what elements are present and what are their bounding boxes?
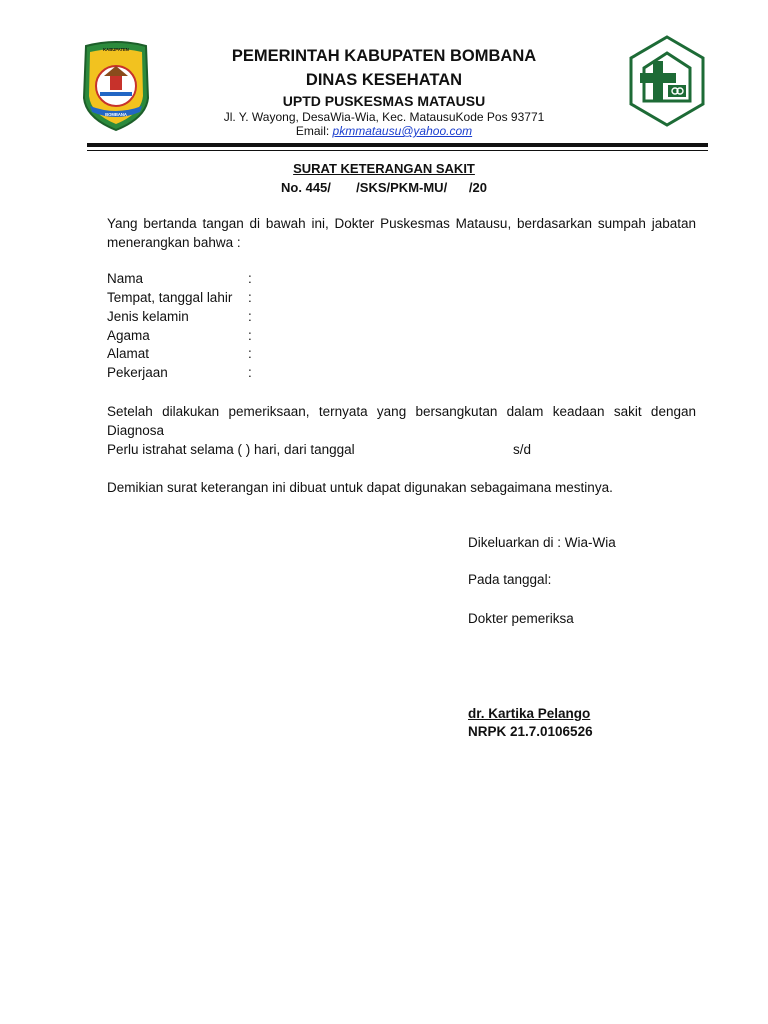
- email-line: [0, 124, 768, 138]
- exam-line-1: Setelah dilakukan pemeriksaan, ternyata yang bersangkutan dalam keadaan sakit dengan: [107, 404, 696, 419]
- field-label-alamat: Alamat: [107, 346, 150, 361]
- field-label-pekerjaan: Pekerjaan: [107, 365, 168, 380]
- field-colon: :: [248, 328, 252, 343]
- email-label: Email:: [295, 124, 333, 138]
- field-label-jenis-kelamin: Jenis kelamin: [107, 309, 189, 324]
- field-colon: :: [248, 290, 252, 305]
- intro-line-1: Yang bertanda tangan di bawah ini, Dokter Puskesmas Matausu, berdasarkan sumpah jabatan: [107, 216, 696, 231]
- field-colon: :: [248, 346, 252, 361]
- email-link[interactable]: pkmmatausu@yahoo.com: [332, 124, 473, 138]
- rest-period-text: Perlu istrahat selama ( ) hari, dari tanggal: [107, 442, 355, 457]
- header-divider-thick: [87, 143, 708, 147]
- field-label-agama: Agama: [107, 328, 150, 343]
- date-label: Pada tanggal:: [468, 572, 552, 587]
- government-title: PEMERINTAH KABUPATEN BOMBANA: [231, 47, 537, 65]
- examiner-label: Dokter pemeriksa: [468, 611, 574, 626]
- closing-statement: Demikian surat keterangan ini dibuat untuk dapat digunakan sebagaimana mestinya.: [107, 480, 613, 495]
- header-divider-thin: [87, 150, 708, 151]
- logo-text-top: KABUPATEN: [103, 47, 129, 52]
- rest-period-until: s/d: [513, 442, 532, 457]
- intro-line-2: menerangkan bahwa :: [107, 235, 241, 250]
- document-title: SURAT KETERANGAN SAKIT: [293, 161, 475, 176]
- department-title: DINAS KESEHATAN: [305, 71, 463, 89]
- exam-line-2: Diagnosa: [107, 423, 165, 438]
- document-number: No. 445/ /SKS/PKM-MU/ /20: [281, 180, 487, 195]
- doctor-name: dr. Kartika Pelango: [468, 706, 591, 721]
- doctor-nrpk: NRPK 21.7.0106526: [468, 724, 593, 739]
- field-label-tempat-tanggal-lahir: Tempat, tanggal lahir: [107, 290, 233, 305]
- logo-text-bottom: BOMBANA: [105, 112, 127, 117]
- field-label-nama: Nama: [107, 271, 144, 286]
- unit-title: UPTD PUSKESMAS MATAUSU: [282, 93, 486, 109]
- address-line: Jl. Y. Wayong, DesaWia-Wia, Kec. MatausuKode Pos 93771: [223, 110, 545, 124]
- field-colon: :: [248, 271, 252, 286]
- field-colon: :: [248, 309, 252, 324]
- field-colon: :: [248, 365, 252, 380]
- issued-at: Dikeluarkan di : Wia-Wia: [468, 535, 616, 550]
